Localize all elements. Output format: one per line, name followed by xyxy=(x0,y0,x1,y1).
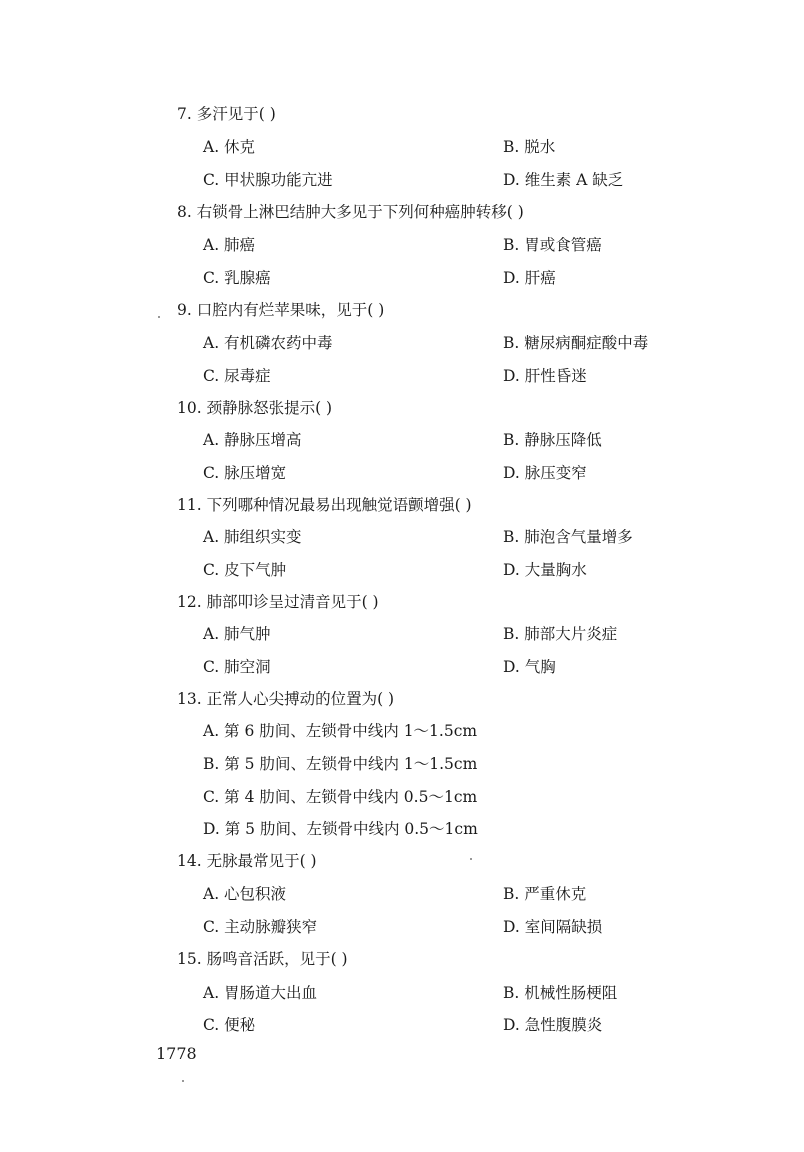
option-13d: D. 第 5 肋间、左锁骨中线内 0.5～1cm xyxy=(203,820,478,838)
option-11a: A. 肺组织实变 xyxy=(203,528,302,546)
option-10a: A. 静脉压增高 xyxy=(203,431,302,449)
option-15a: A. 胃肠道大出血 xyxy=(203,984,318,1002)
question-9: 9. 口腔内有烂苹果味，见于( ) xyxy=(177,301,385,319)
option-8b: B. 胃或食管癌 xyxy=(503,236,602,254)
question-8: 8. 右锁骨上淋巴结肿大多见于下列何种癌肿转移( ) xyxy=(177,203,524,221)
option-14d: D. 室间隔缺损 xyxy=(503,918,603,936)
option-12b: B. 肺部大片炎症 xyxy=(503,625,618,643)
option-10b: B. 静脉压降低 xyxy=(503,431,602,449)
option-7b: B. 脱水 xyxy=(503,138,556,156)
option-9b: B. 糖尿病酮症酸中毒 xyxy=(503,334,649,352)
option-14c: C. 主动脉瓣狭窄 xyxy=(203,918,318,936)
option-13c: C. 第 4 肋间、左锁骨中线内 0.5～1cm xyxy=(203,788,478,806)
scan-speck xyxy=(470,858,472,860)
option-9a: A. 有机磷农药中毒 xyxy=(203,334,333,352)
question-13: 13. 正常人心尖搏动的位置为( ) xyxy=(177,690,395,708)
option-10d: D. 脉压变窄 xyxy=(503,464,587,482)
option-11b: B. 肺泡含气量增多 xyxy=(503,528,633,546)
option-11c: C. 皮下气肿 xyxy=(203,561,287,579)
option-12d: D. 气胸 xyxy=(503,658,556,676)
option-10c: C. 脉压增宽 xyxy=(203,464,287,482)
option-13a: A. 第 6 肋间、左锁骨中线内 1～1.5cm xyxy=(203,722,478,740)
question-14: 14. 无脉最常见于( ) xyxy=(177,852,317,870)
option-12a: A. 肺气肿 xyxy=(203,625,271,643)
option-9c: C. 尿毒症 xyxy=(203,367,271,385)
question-10: 10. 颈静脉怒张提示( ) xyxy=(177,399,333,417)
option-14b: B. 严重休克 xyxy=(503,885,587,903)
option-7a: A. 休克 xyxy=(203,138,256,156)
option-15b: B. 机械性肠梗阻 xyxy=(503,984,618,1002)
option-8a: A. 肺癌 xyxy=(203,236,256,254)
option-15d: D. 急性腹膜炎 xyxy=(503,1016,603,1034)
option-7c: C. 甲状腺功能亢进 xyxy=(203,171,333,189)
option-9d: D. 肝性昏迷 xyxy=(503,367,587,385)
option-8d: D. 肝癌 xyxy=(503,269,556,287)
option-14a: A. 心包积液 xyxy=(203,885,287,903)
scan-speck xyxy=(182,1080,184,1082)
option-11d: D. 大量胸水 xyxy=(503,561,587,579)
option-7d: D. 维生素 A 缺乏 xyxy=(503,171,624,189)
scan-speck xyxy=(158,316,160,318)
question-7: 7. 多汗见于( ) xyxy=(177,105,276,123)
question-11: 11. 下列哪种情况最易出现触觉语颤增强( ) xyxy=(177,496,472,514)
question-12: 12. 肺部叩诊呈过清音见于( ) xyxy=(177,593,379,611)
page-number: 1778 xyxy=(156,1044,197,1063)
question-15: 15. 肠鸣音活跃，见于( ) xyxy=(177,950,348,968)
option-15c: C. 便秘 xyxy=(203,1016,256,1034)
option-13b: B. 第 5 肋间、左锁骨中线内 1～1.5cm xyxy=(203,755,478,773)
option-8c: C. 乳腺癌 xyxy=(203,269,271,287)
option-12c: C. 肺空洞 xyxy=(203,658,271,676)
